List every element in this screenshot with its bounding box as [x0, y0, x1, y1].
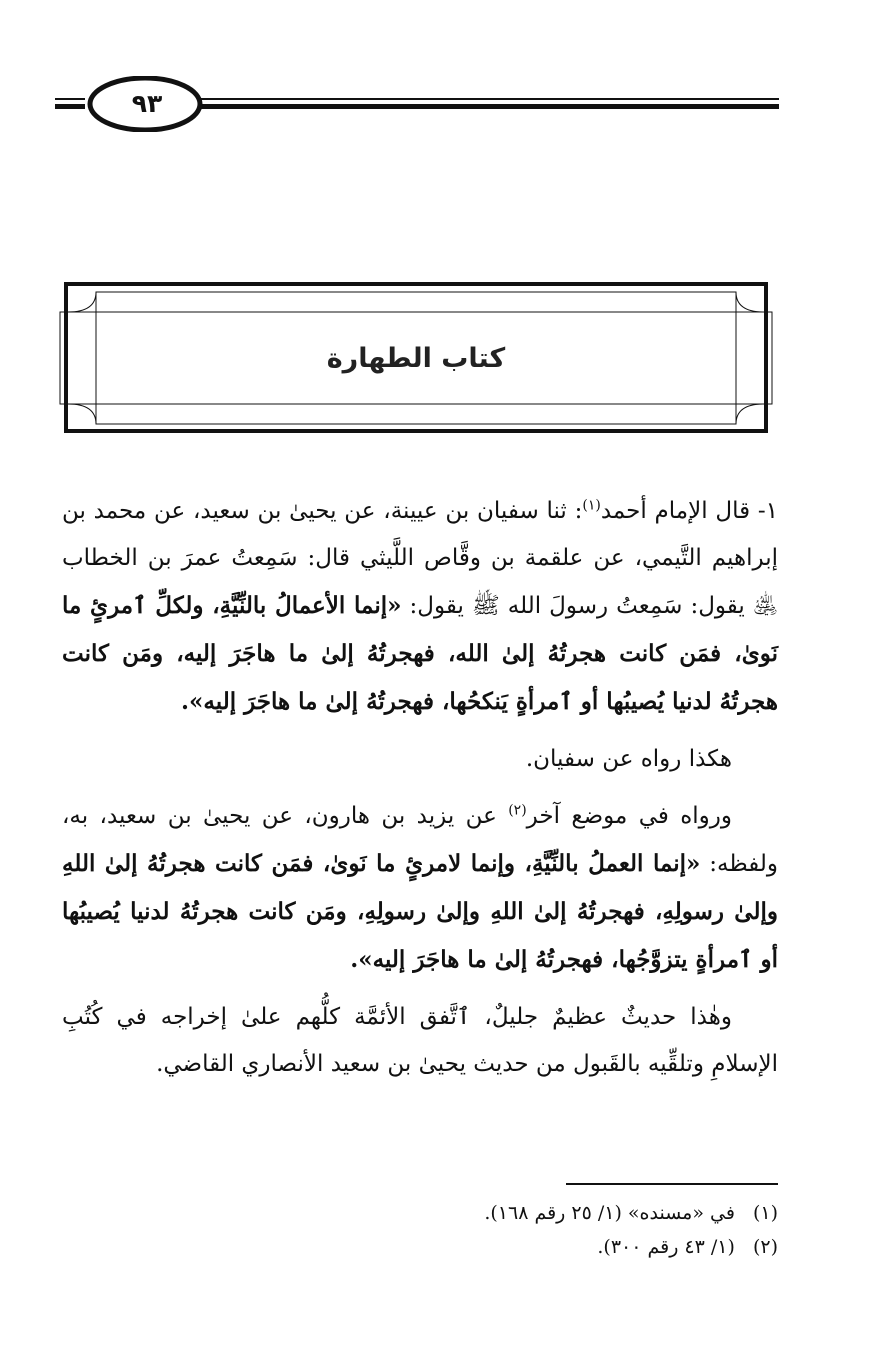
footnote-separator: [566, 1183, 778, 1185]
text-run: عن يزيد بن هارون، عن يحيىٰ بن سعيد، به، ولفظه:: [62, 803, 778, 877]
main-text: [62, 488, 778, 1088]
footnote-number: (١): [752, 1202, 778, 1224]
text-run: ورواه في موضع آخر: [526, 803, 732, 829]
paragraph-hadith-1: [62, 488, 778, 726]
hadith-text: «إنما الأعمالُ بالنِّيَّةِ، ولكلِّ ٱمرئٍ ما نَوىٰ، فمَن كانت هجرتُهُ إلىٰ الله، فهجرتُهُ إلىٰ ما هاجَرَ إليه، ومَن كانت هجرتُهُ لدنيا يُصيبُها أو ٱمرأةٍ يَنكحُها، فهجرتُهُ إلىٰ ما هاجَرَ إليه».: [62, 592, 778, 715]
chapter-title: كتاب الطهارة: [326, 342, 506, 374]
footnote-ref: (٢): [508, 802, 527, 819]
footnote-text: (١/ ٤٣ رقم ٣٠٠).: [597, 1236, 735, 1258]
footnotes: [62, 1196, 778, 1264]
footnote-text: في «مسنده» (١/ ٢٥ رقم ١٦٨).: [484, 1202, 735, 1224]
page-header: [55, 76, 779, 132]
footnote-number: (٢): [752, 1236, 778, 1258]
paragraph-note: هكذا رواه عن سفيان.: [525, 746, 732, 772]
footnote-item: [62, 1230, 778, 1264]
footnote-item: [62, 1196, 778, 1230]
hadith-text: «إنما العملُ بالنِّيَّةِ، وإنما لامرئٍ ما نَوىٰ، فمَن كانت هجرتُهُ إلىٰ اللهِ وإلىٰ رسولِهِ، فهجرتُهُ إلىٰ اللهِ وإلىٰ رسولِهِ، ومَن كانت هجرتُهُ لدنيا يُصيبُها أو ٱمرأةٍ يتزوَّجُها، فهجرتُهُ إلىٰ ما هاجَرَ إليه».: [62, 850, 778, 973]
text-run: ١- قال الإمام أحمد: [600, 498, 778, 524]
footnote-ref: (١): [582, 497, 601, 514]
page-number: ٩٣: [131, 89, 163, 118]
text-run: : ثنا سفيان بن عيينة، عن يحيىٰ بن سعيد، عن محمد بن إبراهيم التَّيمي، عن علقمة بن وقَّاص اللَّيثي قال: سَمِعتُ عمرَ بن الخطاب ﵁ يقول: سَمِعتُ رسولَ الله ﷺ يقول:: [62, 498, 779, 619]
paragraph-variant: [62, 793, 778, 984]
chapter-title-frame: [58, 282, 774, 434]
paragraph-commentary: وهٰذا حديثٌ عظيمٌ جليلٌ، ٱتَّفق الأئمَّة كلُّهم علىٰ إخراجه في كُتُبِ الإسلامِ وتلقِّيه بالقَبول من حديث يحيىٰ بن سعيد الأنصاري القاضي.: [62, 1004, 778, 1077]
